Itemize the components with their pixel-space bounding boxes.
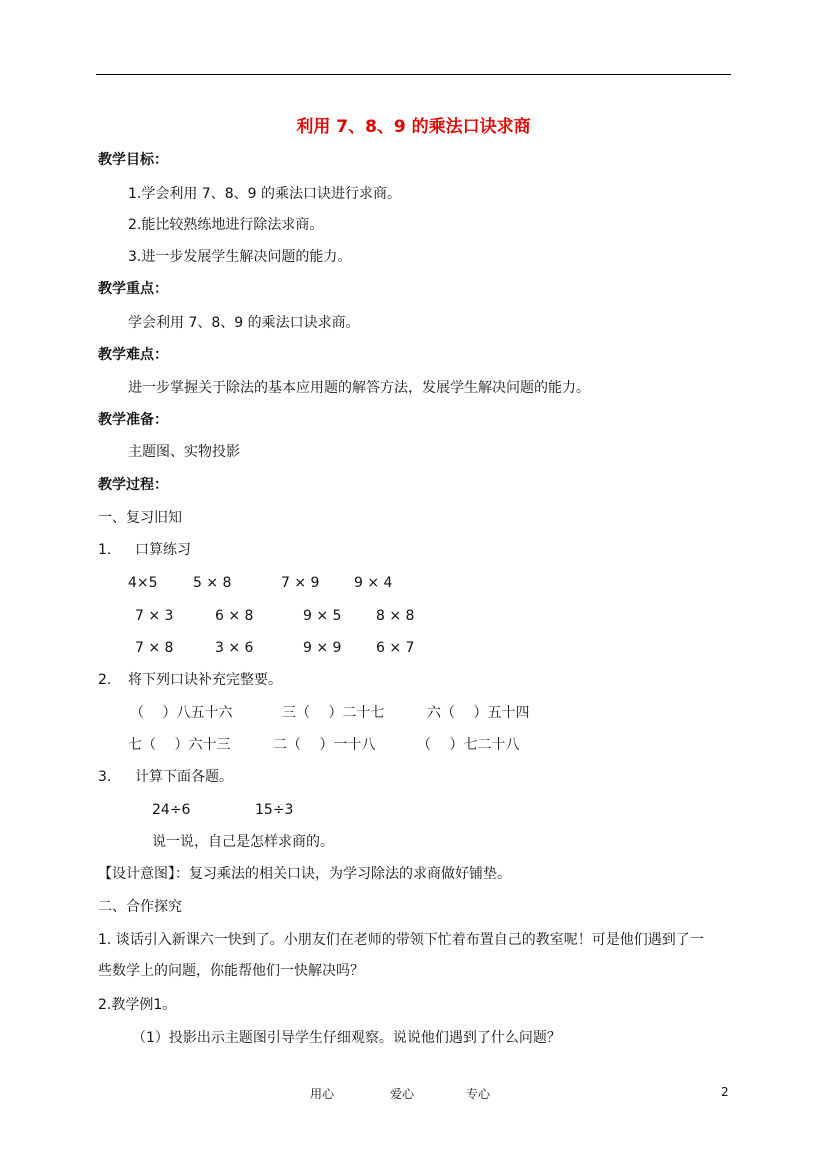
difficulty-heading: 教学难点： (98, 347, 168, 363)
part1-heading: 一、复习旧知 (98, 510, 182, 526)
header-rule (96, 74, 731, 75)
oral-item: 6 × 8 (215, 608, 254, 624)
q3-text: 计算下面各题。 (135, 769, 233, 785)
goal-item: 1.学会利用 7、8、9 的乘法口诀进行求商。 (128, 186, 401, 202)
q1-text: 口算练习 (135, 542, 191, 558)
difficulty-text: 进一步掌握关于除法的基本应用题的解答方法，发展学生解决问题的能力。 (128, 380, 590, 396)
part2-heading: 二、合作探究 (98, 899, 182, 915)
page-title: 利用 7、8、9 的乘法口诀求商 (296, 117, 531, 137)
calc-note: 说一说，自己是怎样求商的。 (152, 834, 334, 850)
fill-item: 二（ ）一十八 (273, 737, 376, 753)
fill-item: （ ）七二十八 (417, 737, 520, 753)
fill-item: （ ）八五十六 (130, 705, 233, 721)
oral-item: 7 × 9 (281, 575, 320, 591)
fill-item: 六（ ）五十四 (427, 705, 530, 721)
q3-number: 3. (98, 769, 112, 785)
page-number: 2 (721, 1085, 729, 1099)
oral-item: 7 × 3 (135, 608, 174, 624)
oral-item: 7 × 8 (135, 640, 174, 656)
footer-item: 专心 (466, 1087, 491, 1101)
calc-item: 15÷3 (255, 802, 294, 818)
q1-number: 1. (98, 542, 112, 558)
fill-item: 七（ ）六十三 (128, 737, 231, 753)
oral-item: 8 × 8 (376, 608, 415, 624)
footer-item: 用心 (310, 1087, 335, 1101)
paragraph: （1）投影出示主题图引导学生仔细观察。说说他们遇到了什么问题？ (132, 1030, 561, 1046)
oral-item: 9 × 5 (303, 608, 342, 624)
fill-item: 三（ ）二十七 (282, 705, 385, 721)
oral-item: 4×5 (128, 575, 158, 591)
prep-text: 主题图、实物投影 (128, 444, 240, 460)
paragraph: 2.教学例1。 (98, 997, 177, 1013)
goal-item: 2.能比较熟练地进行除法求商。 (128, 217, 324, 233)
goal-item: 3.进一步发展学生解决问题的能力。 (128, 249, 352, 265)
oral-item: 6 × 7 (376, 640, 415, 656)
oral-item: 3 × 6 (215, 640, 254, 656)
goal-heading: 教学目标： (98, 152, 168, 168)
key-text: 学会利用 7、8、9 的乘法口诀求商。 (128, 315, 360, 331)
q2-text: 将下列口诀补充完整要。 (128, 672, 282, 688)
design-intent: 【设计意图】：复习乘法的相关口诀，为学习除法的求商做好铺垫。 (98, 866, 511, 882)
q2-number: 2. (98, 672, 112, 688)
key-heading: 教学重点： (98, 281, 168, 297)
paragraph: 1. 谈话引入新课六一快到了。小朋友们在老师的带领下忙着布置自己的教室呢！可是他们遇到了一 (98, 932, 704, 948)
process-heading: 教学过程： (98, 477, 168, 493)
calc-item: 24÷6 (152, 802, 191, 818)
footer-item: 爱心 (390, 1087, 415, 1101)
prep-heading: 教学准备： (98, 412, 168, 428)
paragraph: 些数学上的问题，你能帮他们一快解决吗？ (98, 963, 364, 979)
oral-item: 9 × 9 (303, 640, 342, 656)
oral-item: 5 × 8 (193, 575, 232, 591)
oral-item: 9 × 4 (354, 575, 393, 591)
